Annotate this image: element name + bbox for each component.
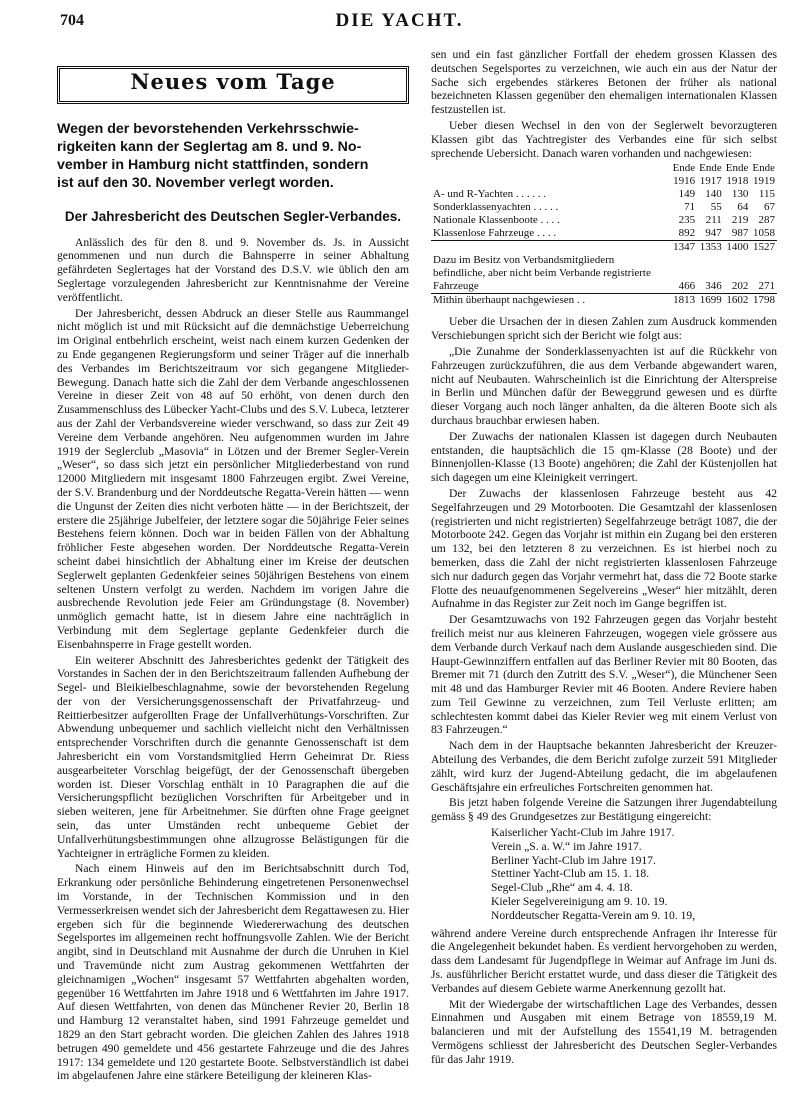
article-paragraph: Anlässlich des für den 8. und 9. November ds. Js. in Aussicht genommenen und nun durch die Bahnsperre in seiner Abhaltung gefährdeten Seglertages hat der Vorstand des D.S.V. wie üblich den am Seglertage vorzulegenden Jahresbericht zur Kenntnisnahme der Vereine veröffentlicht. [57, 235, 409, 304]
article-paragraph: Ueber diesen Wechsel in den von der Seglerwelt bevorzugteren Klassen gibt das Yachtregister des Verbandes eine für sich selbst sprechende Uebersicht. Danach waren vorhanden und nachgewiesen: [431, 118, 777, 160]
article-paragraph: Nach einem Hinweis auf den im Berichtsabschnitt durch Tod, Erkrankung oder persönliche Behinderung eingetretenen Personenwechsel im Vorstande, in der Technischen Kommission und in den Vermesserkreisen wendet sich der Jahresbericht dem Regattawesen zu. Hier ergeben sich für die beginnende Wiedererwachung des deutschen Segelsportes im allgemeinen recht hoffnungsvolle Zahlen. Wie der Bericht angibt, sind in Deutschland mit Ausnahme der durch die Unruhen in Kiel und Travemünde nicht zum Austrag gekommenen Wettfahrten der gleichnamigen „Wochen“ insgesamt 57 Wettfahrten abgehalten worden, gegenüber 16 Wettfahrten im Jahre 1918 und 6 Wettfahrten im Jahre 1917. Auf diesen Wettfahrten, von denen das Münchener Revier 20, Berlin 18 und Hamburg 12 veranstaltet haben, sind 1991 Fahrzeuge gemeldet und 1829 an den Start gebracht worden. Die gleichen Zahlen des Jahres 1918 betrugen 490 gemeldete und 456 gestartete Fahrzeuge und die des Jahres 1917: 134 gemeldete und 120 gestartete Boote. Selbstverständlich ist dabei im abgelaufenen Jahre eine stärkere Beteiligung der kleineren Klas- [57, 862, 409, 1083]
cell: 55 [710, 201, 722, 214]
quote-paragraph: Der Gesamtzuwachs von 192 Fahrzeugen gegen das Vorjahr besteht freilich meist nur aus kleineren Fahrzeugen, wogegen viele grössere aus dem Verbande durch Verkauf nach dem Auslande ausgeschieden sind. Die Haupt-Gewinnziffern entfallen auf das Berliner Revier mit 80 Booten, das Bremer mit 71 (durch den Zutritt des S.V. „Weser“), die Münchener Seen mit 48 und das Hamburger Revier mit 46 Booten. Andere Reviere haben zum Teil Gewinne zu verzeichnen, zum Teil Verluste erlitten; am schlechtesten kommt dabei das Kieler Revier weg mit einem Verlust von 83 Fahrzeugen.“ [431, 613, 777, 737]
table-header-row [431, 162, 777, 175]
notice-line: Wegen der bevorstehenden Verkehrsschwie- [57, 120, 359, 137]
article-paragraph: Mit der Wiedergabe der wirtschaftlichen Lage des Verbandes, dessen Einnahmen und Ausgaben mit einem Betrage von 18559,19 M. balancieren und mit der Aufstellung des 15541,19 M. betragenden Vermögens schliesst der Jahresbericht des Deutschen Segler-Verbandes für das Jahr 1919. [431, 997, 777, 1066]
article-paragraph: Bis jetzt haben folgende Vereine die Satzungen ihrer Jugendabteilung gemäss § 49 des Grundgesetzes zur Bestätigung eingereicht: [431, 796, 777, 824]
table-row [431, 254, 777, 294]
table-row [431, 201, 777, 214]
cell: 1798 [750, 294, 777, 308]
article-paragraph: während andere Vereine durch entsprechende Anfragen ihr Interesse für die Angelegenheit bekundet haben. Es verdient hervorgehoben zu werden, dass dem Landesamt für Jugendpflege in Weimar auf Anfrage im Juni ds. Js. ausführlicher Bericht erstattet wurde, und dass dieser die Tätigkeit des Verbandes auf diesem Gebiete warme Anerkennung gezollt hat. [431, 926, 777, 995]
list-item: Norddeutscher Regatta-Verein am 9. 10. 19, [491, 908, 696, 922]
row-label: A- und R-Yachten . . . . . . [433, 188, 547, 201]
cell: 1699 [697, 294, 724, 308]
list-item: Berliner Yacht-Club im Jahre 1917. [491, 853, 656, 867]
quote-paragraph: Der Zuwachs der klassenlosen Fahrzeuge besteht aus 42 Segelfahrzeugen und 29 Motorbooten. Die Gesamtzahl der klassenlosen (registrierten und nicht registrierten) Segelfahrzeuge beträgt 1087, die der Motorboote 242. Gegen das Vorjahr ist mithin ein Zugang bei den ersteren um 132, bei den letzteren 8 zu verzeichnen. Es ist hierbei noch zu bemerken, dass die Zahl der nicht registrierten klassenlosen Fahrzeuge sich nur dadurch gegen das Vorjahr vermehrt hat, dass die 72 Boote starke Flotte des neuaufgenommenen Segelvereins „Weser“ hier mitzählt, deren Aufnahme in das Register zur Zeit noch im Gange begriffen ist. [431, 486, 777, 611]
cell: 947 [705, 227, 722, 240]
cell: 1353 [697, 241, 724, 255]
list-item: Kaiserlicher Yacht-Club im Jahre 1917. [491, 826, 675, 840]
cell: 287 [758, 214, 775, 227]
cell: 130 [731, 188, 749, 201]
cell: 346 [705, 280, 722, 293]
right-column [431, 48, 777, 1069]
section-title: Neues vom Tage [130, 69, 336, 94]
row-label: Nationale Klassenboote . . . . [433, 214, 560, 227]
table-header: Ende [725, 162, 749, 175]
row-label: Dazu im Besitz von Verbandsmitgliedern befindliche, aber nicht beim Verbande registrierte Fahrzeuge [433, 254, 651, 293]
cell: 211 [705, 214, 722, 227]
table-header: 1919 [753, 175, 775, 188]
cell: 64 [737, 201, 749, 214]
cell: 219 [731, 214, 749, 227]
cell: 115 [758, 188, 775, 201]
row-label-empty [431, 241, 671, 255]
cell: 892 [678, 227, 696, 240]
cell: 1400 [724, 241, 751, 255]
list-item: Stettiner Yacht-Club am 15. 1. 18. [491, 867, 650, 881]
running-title: DIE YACHT. [335, 10, 464, 31]
cell: 271 [758, 280, 775, 293]
table-header-empty [431, 175, 671, 188]
section-title-box [57, 66, 409, 104]
notice-line: ist auf den 30. November verlegt worden. [57, 174, 334, 191]
notice-line: vember in Hamburg nicht stattfinden, sondern [57, 156, 369, 173]
row-label: Mithin überhaupt nachgewiesen . . [431, 294, 671, 308]
table-header-empty [431, 162, 671, 175]
list-item: Segel-Club „Rhe“ am 4. 4. 18. [491, 881, 633, 895]
cell: 1058 [753, 227, 775, 240]
notice-line: rigkeiten kann der Seglertag am 8. und 9. No- [57, 138, 362, 155]
quote-paragraph: Der Zuwachs der nationalen Klassen ist dagegen durch Neubauten entstanden, die hauptsächlich die 15 qm-Klasse (28 Boote) und der Binnenjollen-Klasse (13 Boote) angehören; die Zahl der Küstenjollen hat sich dagegen um eine Kleinigkeit verringert. [431, 429, 777, 485]
article-heading: Der Jahresbericht des Deutschen Segler-Verbandes. [64, 208, 402, 224]
row-label: Klassenlose Fahrzeuge . . . . [433, 227, 557, 240]
article-paragraph: sen und ein fast gänzlicher Fortfall der ehedem grossen Klassen des deutschen Segelsportes zu verzeichnen, wie auch ein aus der Natur der Sache sich ergebendes stärkeres Betonen der früher als national bezeichneten Klassen gegenüber den ehemaligen internationalen Klassen festzustellen ist. [431, 48, 777, 117]
cell: 202 [731, 280, 749, 293]
club-list [491, 826, 777, 923]
article-paragraph: Nach dem in der Hauptsache bekannten Jahresbericht der Kreuzer-Abteilung des Verbandes, die dem Bericht zufolge zurzeit 591 Mitglieder zählt, wird kurz der Jugend-Abteilung gedacht, die im abgelaufenen Geschäftsjahre ein erfreuliches Fortschreiten genommen hat. [431, 739, 777, 794]
table-header: 1918 [726, 175, 749, 188]
article-paragraph: Der Jahresbericht, dessen Abdruck an dieser Stelle aus Raummangel nicht möglich ist und mit Rücksicht auf die demnächstige Ueberreichung im Original entbehrlich erscheint, weist nach einem kurzen Gedenken der zu Ende gegangenen Regierungsform und seiner Träger auf die innerhalb des Verbandes im Berichtszeitraum vor sich gegangene Mitglieder-Bewegung. Danach hatte sich die Zahl der dem Verbande angeschlossenen Vereine in dieser Zeit von 48 auf 50 erhöht, von denen durch den Zusammenschluss des Lübecker Yacht-Clubs und des S.V. Lubeca, letzterer aus der Zahl der Verbandsvereine wieder verschwand, so dass zur Zeit 49 Vereine dem Verbande angehören. Neu aufgenommen wurden im Jahre 1919 der Seglerclub „Masovia“ in Lötzen und der Bremer Segler-Verein „Weser“, so dass sich jetzt ein persönlicher Mitgliederbestand von rund 12000 Mitgliedern mit insgesamt 1800 Fahrzeugen ergibt. Zwei Vereine, der S.V. Brandenburg und der Norddeutsche Regatta-Verein hätten — wenn die Ungunst der Zeiten dies nicht verboten hätte — in der Berichtszeit, der erstere die 25jährige Jubelfeier, der letztere sogar die 50jährige Feier seines Bestehens feiern können. Doch war in beiden Fällen von der Abhaltung fröhlicher Feste abgesehen worden. Der Norddeutsche Regatta-Verein scheint dabei hinsichtlich der Abhaltung einer im Kreise der deutschen Seglerwelt geplanten Gedenkfeier seines 50jährigen Bestehens von einem seltenen Unstern verfolgt zu werden. Nachdem im vorigen Jahre die ausbrechende Revolution jede Feier am Gründungstage (8. November) unmöglich gemacht hatte, ist in diesem Jahre eine nachträglich in Verbindung mit dem Seglertage geplante Gedenkfeier durch die Eisenbahnsperre in Frage gestellt worden. [57, 306, 409, 651]
row-label: Sonderklassenyachten . . . . . [433, 201, 559, 214]
table-header: Ende [752, 162, 775, 175]
cell: 149 [678, 188, 696, 201]
cell: 1347 [671, 241, 698, 255]
table-total-row [431, 294, 777, 308]
table-header: Ende [672, 162, 696, 175]
cell: 1602 [724, 294, 751, 308]
table-header: Ende [699, 162, 722, 175]
cell: 466 [678, 280, 696, 293]
cell: 67 [764, 201, 775, 214]
table-row [431, 227, 777, 241]
table-row [431, 188, 777, 201]
list-item: Kieler Segelvereinigung am 9. 10. 19. [491, 895, 668, 909]
cell: 140 [705, 188, 722, 201]
table-row [431, 214, 777, 227]
table-sum-row [431, 241, 777, 255]
article-paragraph: Ein weiterer Abschnitt des Jahresberichtes gedenkt der Tätigkeit des Vorstandes in Sachen der in den Berichtszeitraum fallenden Aufhebung der Segel- und Bleikielbeschlagnahme, sowie der bevorstehenden Regelung der von der Versicherungsgenossenschaft der Privatfahrzeug- und Reittierbesitzer aufgerollten Frage der Unfallverhütungs-Vorschriften. Zur Abwendung unbequemer und sachlich vielleicht nicht den Verhältnissen entsprechender Vorschriften durch die genannte Genossenschaft ist dem Jahresbericht ein vom Vorstandsmitglied Herrn Geheimrat Dr. Riess ausgearbeiteter Vorschlag beigefügt, der der Genossenschaft übergeben worden ist. Dieser Vorschlag enthält in 10 Paragraphen die auf die Versicherungspflicht bezüglichen Vorschriften für Arbeitgeber und in sieben weiteren, jene für Arbeitnehmer. Sie dürften ohne Frage geeignet sein, das unter Umständen recht unbequeme Gebiet der Unfallverhütungsbestimmungen ohne allzugrosse Belästigungen für die Yachteigner in erträgliche Formen zu kleiden. [57, 653, 409, 860]
notice-block [57, 120, 409, 192]
table-header: 1916 [673, 175, 696, 188]
cell: 235 [678, 214, 696, 227]
page-number: 704 [60, 12, 84, 29]
quote-paragraph: „Die Zunahme der Sonderklassenyachten ist auf die Rückkehr von Fahrzeugen zurückzuführen, die aus dem Verbande abgewandert waren, nicht auf Neubauten. Wahrscheinlich ist die Einrichtung der Alterspreise in Berlin und München dafür der Beweggrund gewesen und es dürfte dieser Vorgang auch noch länger anhalten, da die älteren Boote sich als durchaus brauchbar erwiesen haben. [431, 344, 777, 427]
article-paragraph: Ueber die Ursachen der in diesen Zahlen zum Ausdruck kommenden Verschiebungen spricht sich der Bericht wie folgt aus: [431, 315, 777, 343]
table-header: 1917 [699, 175, 722, 188]
cell: 1527 [750, 241, 777, 255]
cell: 1813 [671, 294, 698, 308]
cell: 987 [731, 227, 749, 240]
list-item: Verein „S. a. W.“ im Jahre 1917. [491, 839, 642, 853]
table-header-row [431, 175, 777, 188]
left-column [57, 58, 409, 1085]
cell: 71 [684, 201, 696, 214]
fleet-table [431, 162, 777, 307]
